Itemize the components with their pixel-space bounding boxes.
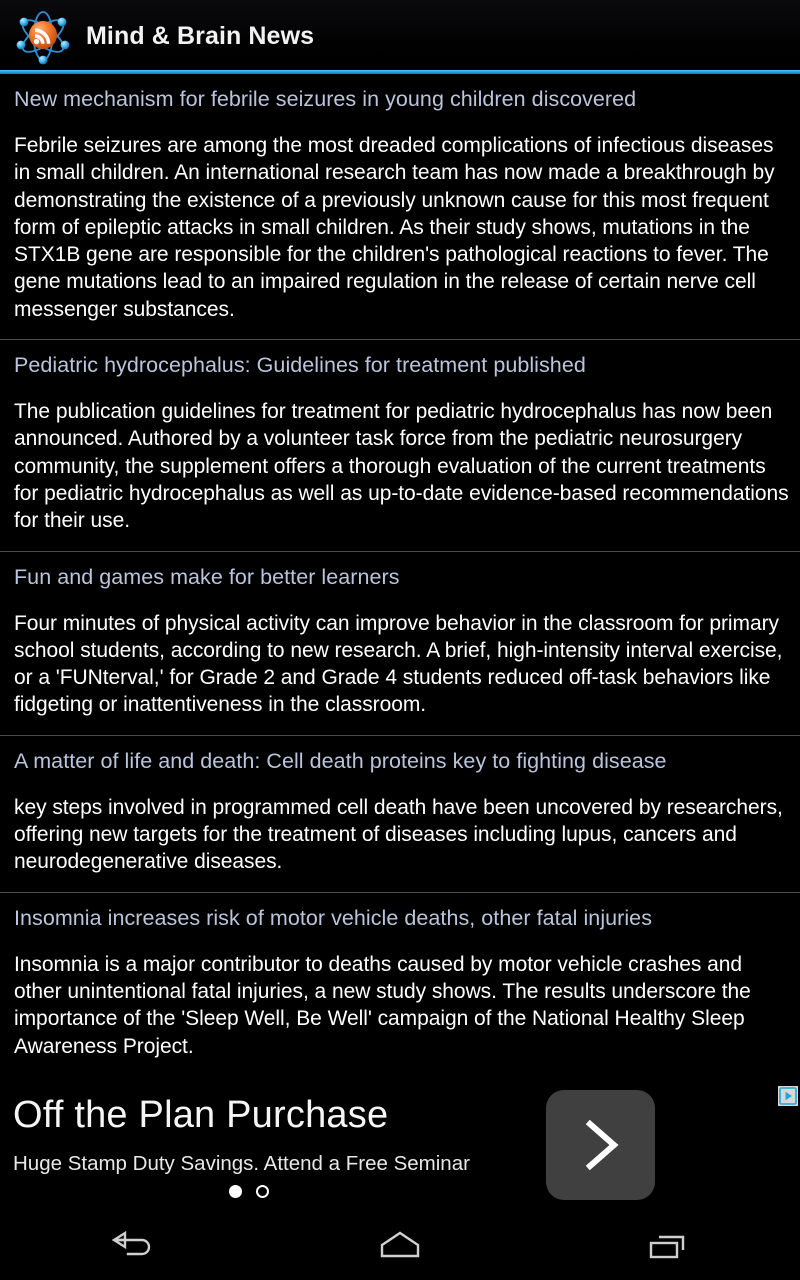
article-title[interactable]: Fun and games make for better learners — [14, 564, 400, 589]
page-title: Mind & Brain News — [86, 21, 315, 50]
adchoices-icon[interactable] — [778, 1086, 798, 1106]
article-body: Febrile seizures are among the most dreaded complications of infectious diseases in small children. An international research team has now made a breakthrough by demonstrating the existence of a previously unknown cause for this most frequent form of epileptic attacks in small children. As their study shows, mutations in the STX1B gene are responsible for the children's pathological reactions to fever. The gene mutations lead to an impaired regulation in the release of certain nerve cell messenger substances. — [14, 134, 775, 321]
article-title[interactable]: Insomnia increases risk of motor vehicle deaths, other fatal injuries — [14, 905, 652, 930]
chevron-right-icon — [574, 1114, 628, 1176]
ad-banner[interactable] — [0, 1082, 800, 1210]
ad-dot-inactive[interactable] — [256, 1185, 269, 1198]
article-item[interactable] — [0, 736, 800, 892]
article-item[interactable] — [0, 340, 800, 550]
article-title[interactable]: A matter of life and death: Cell death proteins key to fighting disease — [14, 748, 667, 773]
ad-pagination-dots[interactable] — [0, 1185, 497, 1198]
article-body: key steps involved in programmed cell death have been uncovered by researchers, offering new targets for the treatment of diseases including lupus, cancers and neurodegenerative diseases. — [14, 795, 783, 874]
android-navigation-bar[interactable] — [0, 1210, 800, 1280]
article-body: Insomnia is a major contributor to deaths caused by motor vehicle crashes and other unintentional fatal injuries, a new study shows. The results underscore the importance of the 'Sleep Well, Be Well' campaign of the National Healthy Sleep Awareness Project. — [14, 952, 751, 1058]
article-item[interactable] — [0, 552, 800, 735]
ad-subline: Huge Stamp Duty Savings. Attend a Free Seminar — [13, 1152, 470, 1175]
nav-back-button[interactable] — [0, 1210, 267, 1280]
app-header — [0, 0, 800, 72]
ad-next-button[interactable] — [546, 1090, 655, 1200]
ad-headline: Off the Plan Purchase — [13, 1094, 389, 1136]
home-icon — [372, 1224, 428, 1266]
recent-apps-icon — [639, 1224, 695, 1266]
article-item[interactable] — [0, 893, 800, 1076]
article-body: The publication guidelines for treatment for pediatric hydrocephalus has now been announced. Authored by a volunteer task force from the pediatric neurosurgery community, the supplement offers a thorough evaluation of the current treatments for pediatric hydrocephalus as well as up-to-date evidence-based recommendations for their use. — [14, 400, 789, 533]
article-feed[interactable] — [0, 74, 800, 1082]
article-body: Four minutes of physical activity can improve behavior in the classroom for primary school students, according to new research. A brief, high-intensity interval exercise, or a 'FUNterval,' for Grade 2 and Grade 4 students reduced off-task behaviors like fidgeting or inattentiveness in the classroom. — [14, 611, 783, 717]
nav-recents-button[interactable] — [533, 1210, 800, 1280]
ad-dot-active[interactable] — [229, 1185, 242, 1198]
article-title[interactable]: Pediatric hydrocephalus: Guidelines for treatment published — [14, 353, 586, 378]
back-arrow-icon — [106, 1225, 160, 1265]
atom-rss-icon — [14, 7, 72, 65]
article-item[interactable] — [0, 74, 800, 339]
article-title[interactable]: New mechanism for febrile seizures in young children discovered — [14, 87, 637, 111]
nav-home-button[interactable] — [267, 1210, 534, 1280]
